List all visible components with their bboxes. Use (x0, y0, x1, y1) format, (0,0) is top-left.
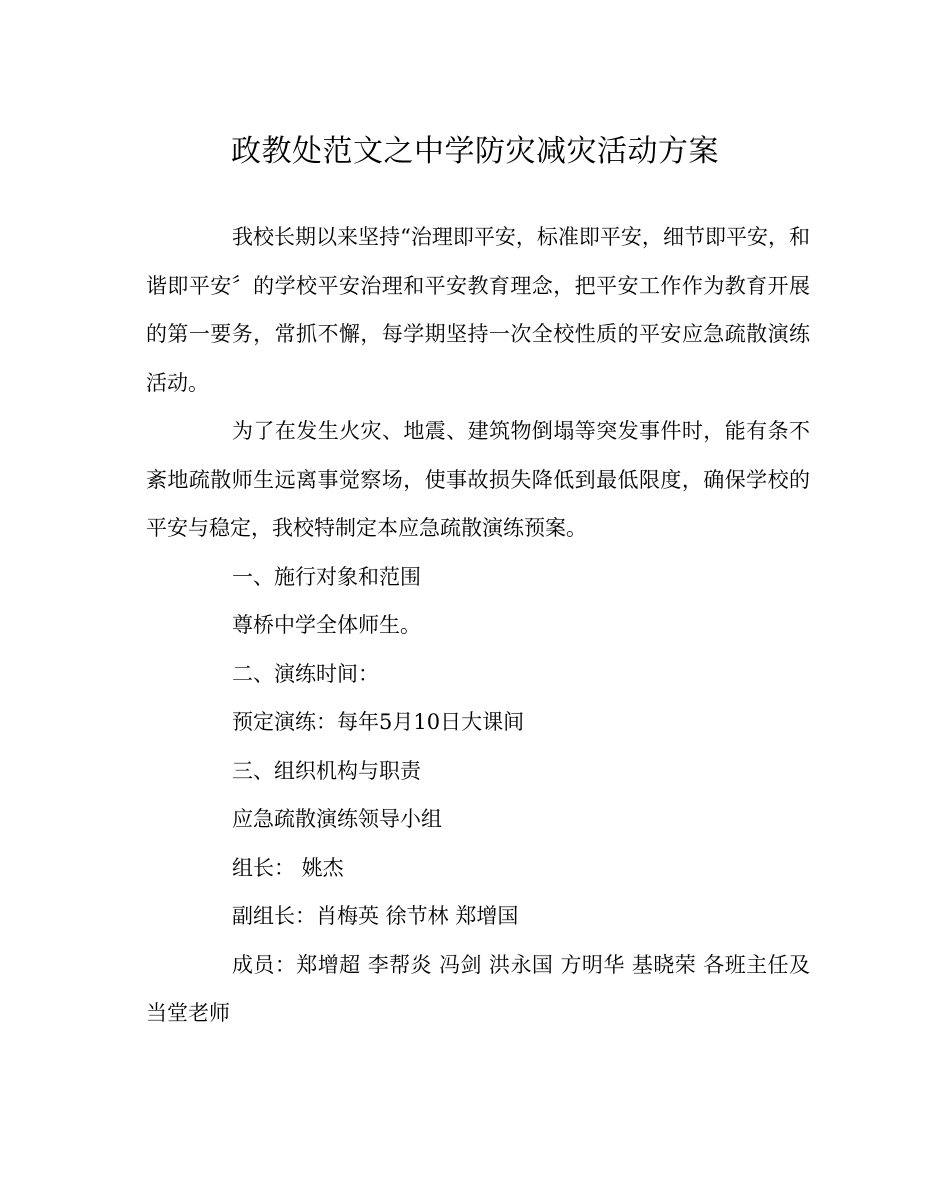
paragraph-intro: 我校长期以来坚持“治理即平安，标准即平安，细节即平安，和谐即平安〞的学校平安治理和平安教育理念，把平安工作作为教育开展的第一要务，常抓不懈，每学期坚持一次全校性质的平安应急疏散演练活动。 (146, 225, 810, 395)
paragraph-deputy-leaders: 副组长：肖梅英 徐节林 郑增国 (232, 904, 519, 928)
paragraph-group-leader: 组长： 姚杰 (232, 855, 344, 880)
section-heading-time: 二、演练时间： (232, 661, 379, 686)
paragraph-time: 预定演练：每年5月10日大课间 (232, 710, 525, 734)
document-title: 政教处范文之中学防灾减灾活动方案 (231, 134, 719, 169)
paragraph-scope: 尊桥中学全体师生。 (232, 613, 421, 637)
document-body (146, 213, 810, 1038)
paragraph-members: 成员：郑增超 李帮炎 冯剑 洪永国 方明华 基晓荣 各班主任及当堂老师 (146, 952, 810, 1025)
paragraph-purpose: 为了在发生火灾、地震、建筑物倒塌等突发事件时，能有条不紊地疏散师生远离事觉察场，使事故损失降低到最低限度，确保学校的平安与稳定，我校特制定本应急疏散演练预案。 (146, 419, 810, 540)
section-heading-organization: 三、组织机构与职责 (232, 758, 421, 783)
paragraph-leadership-group: 应急疏散演练领导小组 (232, 807, 442, 831)
section-heading-scope: 一、施行对象和范围 (232, 564, 421, 589)
